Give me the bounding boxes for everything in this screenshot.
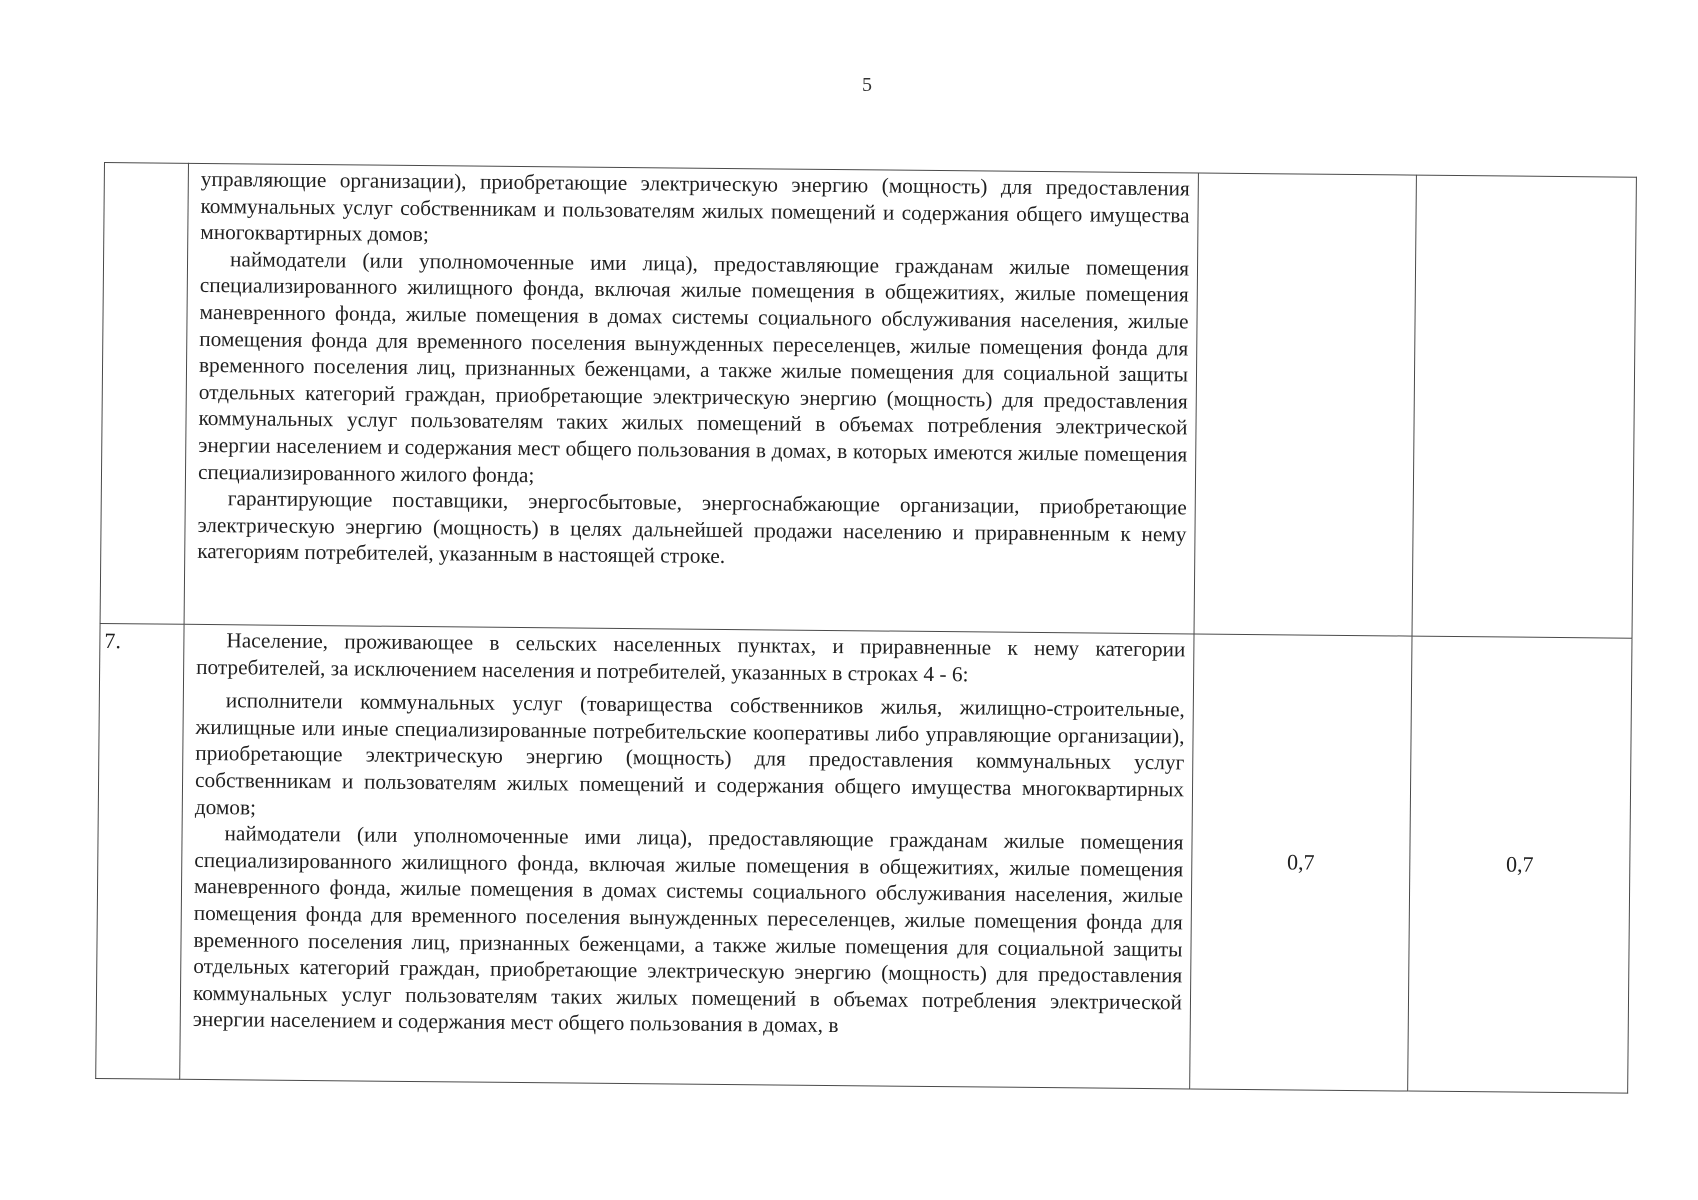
row-number-cell (100, 163, 188, 625)
tariff-table (95, 162, 1637, 1094)
value-cell-second-half: 0,7 (1408, 636, 1632, 1093)
description-paragraph: Население, проживающее в сельских населенных пунктах, и приравненные к нему категории потребителей, за исключением населения и потребителей, указанных в строках 4 - 6: (196, 628, 1186, 686)
page-number: 5 (862, 74, 872, 96)
row-description-cell (180, 624, 1194, 1089)
table-row (100, 163, 1636, 639)
value-cell-first-half: 0,7 (1190, 634, 1412, 1091)
table-row (96, 623, 1632, 1093)
tariff-table-sheet (95, 162, 1636, 1094)
description-paragraph: наймодатели (или уполномоченные ими лица), предоставляющие гражданам жилые помещения специализированного жилищного фонда, включая жилые помещения в общежитиях, жилые помещения маневренного фонда, жилые помещения в домах системы социального обслуживания населения, жилые помещения фонда для временного поселения вынужденных переселенцев, жилые помещения фонда для временного поселения лиц, признанных беженцами, а также жилые помещения для социальной защиты отдельных категорий граждан, приобретающие электрическую энергию (мощность) для предоставления коммунальных услуг пользователям таких жилых помещений в объемах потребления электрической энергии населением и содержания мест общего пользования в домах, в (192, 821, 1184, 1038)
description-paragraph: управляющие организации), приобретающие электрическую энергию (мощность) для предоставления коммунальных услуг собственникам и пользователям жилых помещений и содержания общего имущества многоквартирных домов; (200, 166, 1190, 247)
description-paragraph: гарантирующие поставщики, энергосбытовые, энергоснабжающие организации, приобретающие электрическую энергию (мощность) в целях дальнейшей продажи населению и приравненным к нему категориям потребителей, указанным в настоящей строке. (197, 486, 1187, 569)
value-cell-first-half (1194, 173, 1416, 636)
row-description-cell (184, 163, 1198, 634)
row-number-cell: 7. (96, 623, 184, 1079)
description-paragraph: исполнители коммунальных услуг (товарищества собственников жилья, жилищно-строительные, жилищные или иные специализированные потребительские кооперативы либо управляющие организации), приобретающие электрическую энергию (мощность) для предоставления коммунальных услуг собственникам и пользователям жилых помещений и содержания общего имущества многоквартирных домов; (194, 688, 1185, 820)
description-paragraph: наймодатели (или уполномоченные ими лица), предоставляющие гражданам жилые помещения специализированного жилищного фонда, включая жилые помещения в общежитиях, жилые помещения маневренного фонда, жилые помещения в домах системы социального обслуживания населения, жилые помещения фонда для временного поселения вынужденных переселенцев, жилые помещения фонда для временного поселения лиц, признанных беженцами, а также жилые помещения для социальной защиты отдельных категорий граждан, приобретающие электрическую энергию (мощность) для предоставления коммунальных услуг пользователям таких жилых помещений в объемах потребления электрической энергии населением и содержания мест общего пользования в домах, в которых имеются жилые помещения специализированного жилого фонда; (197, 246, 1190, 487)
value-cell-second-half (1412, 175, 1636, 638)
description-clip (192, 627, 1185, 1086)
